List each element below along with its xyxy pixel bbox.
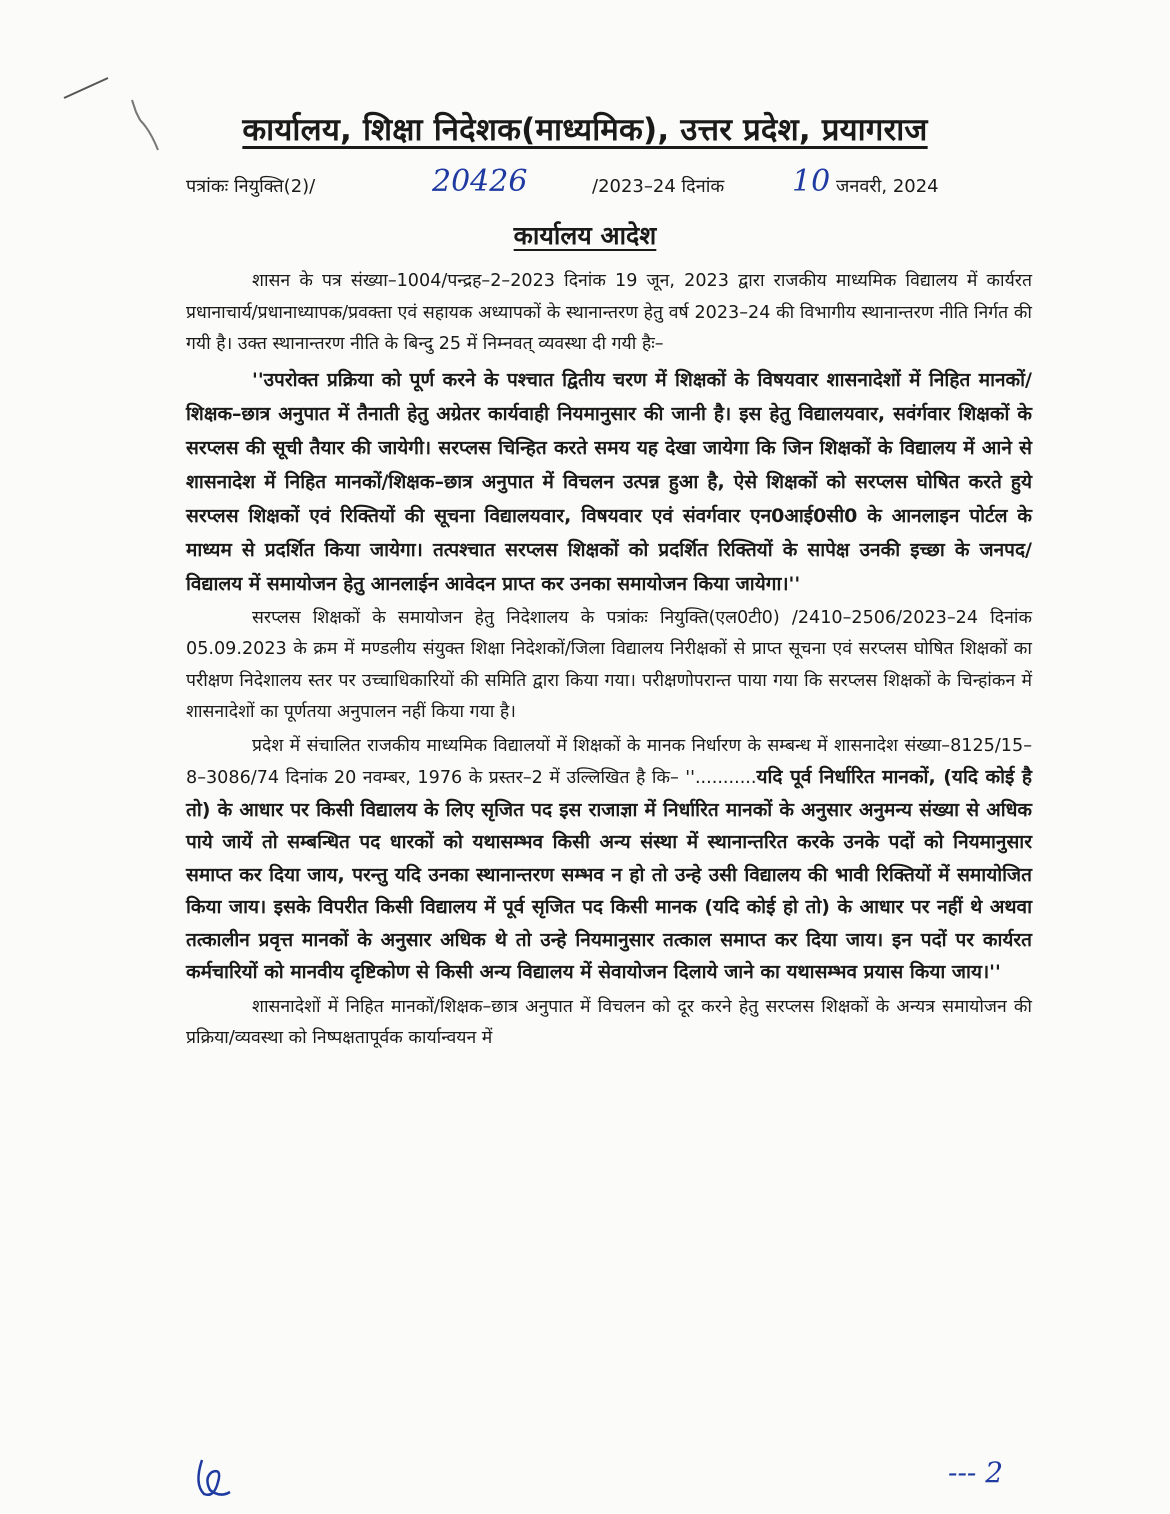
- reference-session: /2023–24 दिनांक: [592, 176, 725, 197]
- reference-line: [186, 164, 986, 206]
- reference-number: 20426: [432, 164, 528, 199]
- paragraph-3-intro: प्रदेश में संचालित राजकीय माध्यमिक विद्यालयों में शिक्षकों के मानक निर्धारण के सम्बन्ध में शासनादेश संख्या–8125/15–8–3086/74 दिनांक 20 नवम्बर, 1976 के प्रस्तर–2 में उल्लिखित है कि– ''...........: [186, 735, 1032, 788]
- page-continuation-mark: --- 2: [948, 1456, 1004, 1489]
- policy-quote: ''उपरोक्त प्रक्रिया को पूर्ण करने के पश्चात द्वितीय चरण में शिक्षकों के विषयवार शासनादेशों में निहित मानकों/शिक्षक–छात्र अनुपात में तैनाती हेतु अग्रेतर कार्यवाही नियमानुसार की जानी है। इस हेतु विद्यालयवार, सवंर्गवार शिक्षकों के सरप्लस की सूची तैयार की जायेगी। सरप्लस चिन्हित करते समय यह देखा जायेगा कि जिन शिक्षकों के विद्यालय में आने से शासनादेश में निहित मानकों/शिक्षक–छात्र अनुपात में विचलन उत्पन्न हुआ है, ऐसे शिक्षकों को सरप्लस घोषित करते हुये सरप्लस शिक्षकों एवं रिक्तियों की सूचना विद्यालयवार, विषयवार एवं संवर्गवार एन0आई0सी0 के आनलाइन पोर्टल के माध्यम से प्रदर्शित किया जायेगा। तत्पश्चात सरप्लस शिक्षकों को प्रदर्शित रिक्तियों के सापेक्ष उनकी इच्छा के जनपद/विद्यालय में समायोजन हेतु आनलाईन आवेदन प्राप्त कर उनका समायोजन किया जायेगा।'': [186, 368, 1032, 595]
- office-title: कार्यालय, शिक्षा निदेशक(माध्यमिक), उत्तर प्रदेश, प्रयागराज: [242, 112, 928, 148]
- reference-day: 10: [792, 164, 831, 199]
- signature-initial: [192, 1454, 252, 1500]
- order-title: कार्यालय आदेश: [513, 221, 657, 250]
- paragraph-1: शासन के पत्र संख्या–1004/पन्द्रह–2–2023 दिनांक 19 जून, 2023 द्वारा राजकीय माध्यमिक विद्यालय में कार्यरत प्रधानाचार्य/प्रधानाध्यापक/प्रवक्ता एवं सहायक अध्यापकों के स्थानान्तरण हेतु वर्ष 2023–24 की विभागीय स्थानान्तरण नीति निर्गत की गयी है। उक्त स्थानान्तरण नीति के बिन्दु 25 में निम्नवत् व्यवस्था दी गयी हैः–: [186, 271, 1032, 354]
- document-body: [186, 266, 1032, 1055]
- reference-month-year: जनवरी, 2024: [836, 176, 939, 197]
- govt-order-quote: यदि पूर्व निर्धारित मानकों, (यदि कोई है तो) के आधार पर किसी विद्यालय के लिए सृजित पद इस राजाज्ञा में निर्धारित मानकों के अनुसार अनुमन्य संख्या से अधिक पाये जायें तो सम्बन्धित पद धारकों को यथासम्भव किसी अन्य संस्था में स्थानान्तरित करके उनके पदों को नियमानुसार समाप्त कर दिया जाय, परन्तु यदि उनका स्थानान्तरण सम्भव न हो तो उन्हे उसी विद्यालय की भावी रिक्तियों में समायोजित किया जाय। इसके विपरीत किसी विद्यालय में पूर्व सृजित पद किसी मानक (यदि कोई हो तो) के आधार पर नहीं थे अथवा तत्कालीन प्रवृत्त मानकों के अनुसार अधिक थे तो उन्हे नियमानुसार तत्काल समाप्त कर दिया जाय। इन पदों पर कार्यरत कर्मचारियों को मानवीय दृष्टिकोण से किसी अन्य विद्यालय में सेवायोजन दिलाये जाने का यथासम्भव प्रयास किया जाय।'': [186, 766, 1032, 983]
- paragraph-4: शासनादेशों में निहित मानकों/शिक्षक–छात्र अनुपात में विचलन को दूर करने हेतु सरप्लस शिक्षकों के अन्यत्र समायोजन की प्रक्रिया/व्यवस्था को निष्पक्षतापूर्वक कार्यान्वयन में: [186, 996, 1032, 1048]
- paragraph-2: सरप्लस शिक्षकों के समायोजन हेतु निदेशालय के पत्रांकः नियुक्ति(एल0टी0) /2410–2506/2023–24 दिनांक 05.09.2023 के क्रम में मण्डलीय संयुक्त शिक्षा निदेशकों/जिला विद्यालय निरीक्षकों से प्राप्त सूचना एवं सरप्लस घोषित शिक्षकों का परीक्षण निदेशालय स्तर पर उच्चाधिकारियों की समिति द्वारा किया गया। परीक्षणोपरान्त पाया गया कि सरप्लस शिक्षकों के चिन्हांकन में शासनादेशों का पूर्णतया अनुपालन नहीं किया गया है।: [186, 607, 1032, 722]
- reference-prefix: पत्रांकः नियुक्ति(2)/: [186, 176, 316, 197]
- paragraph-3: [186, 731, 1032, 990]
